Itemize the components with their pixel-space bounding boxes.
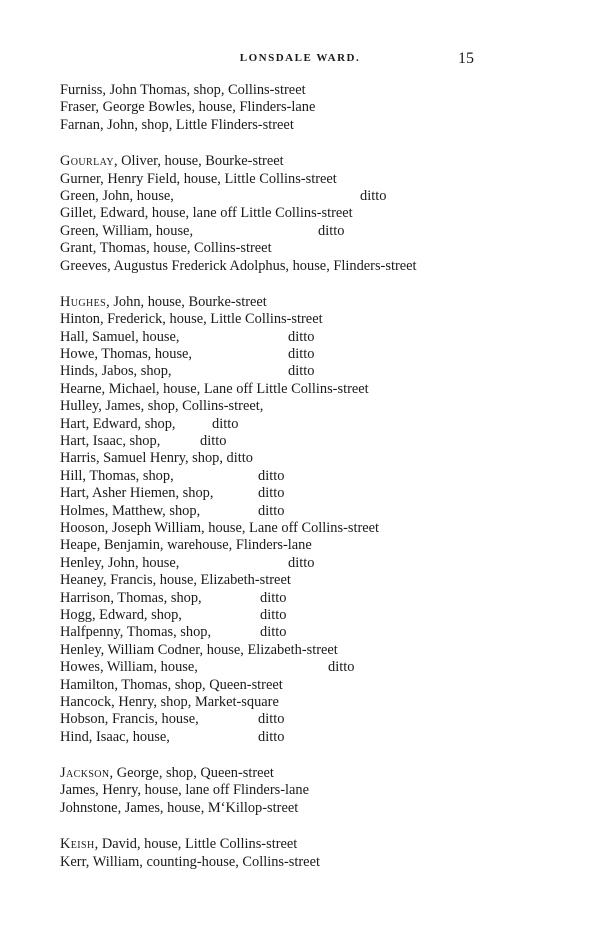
entry-text: Grant, Thomas, house, Collins-street: [60, 240, 272, 257]
directory-entry: [60, 800, 560, 817]
ditto-mark: ditto: [288, 328, 315, 345]
directory-entry: [60, 694, 560, 711]
directory-entry: [60, 485, 560, 502]
entry-text: Harris, Samuel Henry, shop, ditto: [60, 450, 253, 467]
directory-entry: [60, 171, 560, 188]
directory-entry: [60, 572, 560, 589]
entry-text: Green, John, house,: [60, 187, 174, 204]
directory-entry: [60, 329, 560, 346]
entry-text: Hobson, Francis, house,: [60, 711, 199, 728]
directory-entry: [60, 205, 560, 222]
directory-entry: [60, 433, 560, 450]
entry-text: Greeves, Augustus Frederick Adolphus, house, Flinders-street: [60, 257, 417, 274]
directory-entry: [60, 188, 560, 205]
entry-text: Keish, David, house, Little Collins-street: [60, 836, 298, 853]
entry-group: [60, 765, 560, 817]
entry-text: Hinds, Jabos, shop,: [60, 363, 172, 380]
entry-text: Hulley, James, shop, Collins-street,: [60, 398, 264, 415]
ditto-mark: ditto: [260, 624, 287, 641]
entry-text: Hearne, Michael, house, Lane off Little Collins-street: [60, 380, 369, 397]
entry-group: [60, 153, 560, 275]
entry-text: Green, William, house,: [60, 222, 194, 239]
entry-text: Heape, Benjamin, warehouse, Flinders-lane: [60, 537, 312, 554]
directory-entry: [60, 398, 560, 415]
ditto-mark: ditto: [260, 589, 287, 606]
directory-entry: [60, 503, 560, 520]
entry-text: Hooson, Joseph William, house, Lane off Collins-street: [60, 519, 380, 536]
directory-entries: [60, 82, 560, 890]
directory-entry: [60, 520, 560, 537]
directory-entry: [60, 590, 560, 607]
directory-entry: [60, 642, 560, 659]
directory-entry: [60, 82, 560, 99]
entry-text: Gourlay, Oliver, house, Bourke-street: [60, 153, 284, 170]
running-head: LONSDALE WARD.: [239, 52, 361, 64]
directory-entry: [60, 346, 560, 363]
ditto-mark: ditto: [328, 659, 355, 676]
entry-text: Howe, Thomas, house,: [60, 346, 193, 363]
entry-text: Johnstone, James, house, M‘Killop-street: [60, 799, 299, 816]
entry-text: Hill, Thomas, shop,: [60, 467, 174, 484]
directory-entry: [60, 153, 560, 170]
entry-text: Henley, William Codner, house, Elizabeth-street: [60, 641, 338, 658]
directory-entry: [60, 363, 560, 380]
entry-text: Halfpenny, Thomas, shop,: [60, 624, 212, 641]
ditto-mark: ditto: [258, 467, 285, 484]
entry-text: Farnan, John, shop, Little Flinders-street: [60, 116, 294, 133]
entry-text: Hart, Isaac, shop,: [60, 433, 161, 450]
entry-group: [60, 836, 560, 871]
entry-text: Fraser, George Bowles, house, Flinders-lane: [60, 99, 316, 116]
entry-text: Hamilton, Thomas, shop, Queen-street: [60, 676, 283, 693]
entry-group: [60, 294, 560, 746]
entry-text: Henley, John, house,: [60, 554, 180, 571]
ditto-mark: ditto: [258, 485, 285, 502]
ditto-mark: ditto: [260, 606, 287, 623]
ditto-mark: ditto: [288, 554, 315, 571]
ditto-mark: ditto: [258, 728, 285, 745]
directory-entry: [60, 99, 560, 116]
entry-text: Hogg, Edward, shop,: [60, 606, 182, 623]
directory-entry: [60, 416, 560, 433]
entry-text: James, Henry, house, lane off Flinders-lane: [60, 782, 309, 799]
entry-text: Hind, Isaac, house,: [60, 728, 170, 745]
directory-entry: [60, 258, 560, 275]
directory-entry: [60, 294, 560, 311]
entry-text: Jackson, George, shop, Queen-street: [60, 765, 274, 782]
entry-text: Hinton, Frederick, house, Little Collins-street: [60, 311, 323, 328]
directory-entry: [60, 854, 560, 871]
entry-text: Harrison, Thomas, shop,: [60, 589, 202, 606]
directory-entry: [60, 537, 560, 554]
entry-text: Hart, Asher Hiemen, shop,: [60, 485, 214, 502]
entry-text: Heaney, Francis, house, Elizabeth-street: [60, 572, 291, 589]
directory-entry: [60, 555, 560, 572]
entry-text: Gillet, Edward, house, lane off Little Collins-street: [60, 205, 353, 222]
directory-entry: [60, 836, 560, 853]
directory-entry: [60, 624, 560, 641]
entry-text: Furniss, John Thomas, shop, Collins-street: [60, 82, 306, 98]
ditto-mark: ditto: [200, 433, 227, 450]
entry-text: Hughes, John, house, Bourke-street: [60, 293, 267, 310]
directory-entry: [60, 381, 560, 398]
directory-entry: [60, 607, 560, 624]
entry-text: Howes, William, house,: [60, 659, 198, 676]
directory-entry: [60, 782, 560, 799]
ditto-mark: ditto: [258, 711, 285, 728]
entry-text: Hall, Samuel, house,: [60, 328, 180, 345]
directory-entry: [60, 729, 560, 746]
entry-text: Hancock, Henry, shop, Market-square: [60, 693, 279, 710]
entry-text: Holmes, Matthew, shop,: [60, 502, 201, 519]
directory-entry: [60, 450, 560, 467]
directory-entry: [60, 765, 560, 782]
directory-entry: [60, 117, 560, 134]
ditto-mark: ditto: [258, 502, 285, 519]
entry-text: Hart, Edward, shop,: [60, 415, 176, 432]
entry-text: Kerr, William, counting-house, Collins-street: [60, 853, 320, 870]
ditto-mark: ditto: [318, 222, 345, 239]
directory-entry: [60, 240, 560, 257]
ditto-mark: ditto: [212, 415, 239, 432]
directory-entry: [60, 223, 560, 240]
ditto-mark: ditto: [288, 346, 315, 363]
directory-entry: [60, 677, 560, 694]
directory-entry: [60, 311, 560, 328]
ditto-mark: ditto: [360, 187, 387, 204]
ditto-mark: ditto: [288, 363, 315, 380]
entry-group: [60, 82, 560, 134]
page-number: 15: [458, 50, 474, 67]
directory-entry: [60, 659, 560, 676]
directory-entry: [60, 711, 560, 728]
entry-text: Gurner, Henry Field, house, Little Collins-street: [60, 170, 337, 187]
directory-entry: [60, 468, 560, 485]
